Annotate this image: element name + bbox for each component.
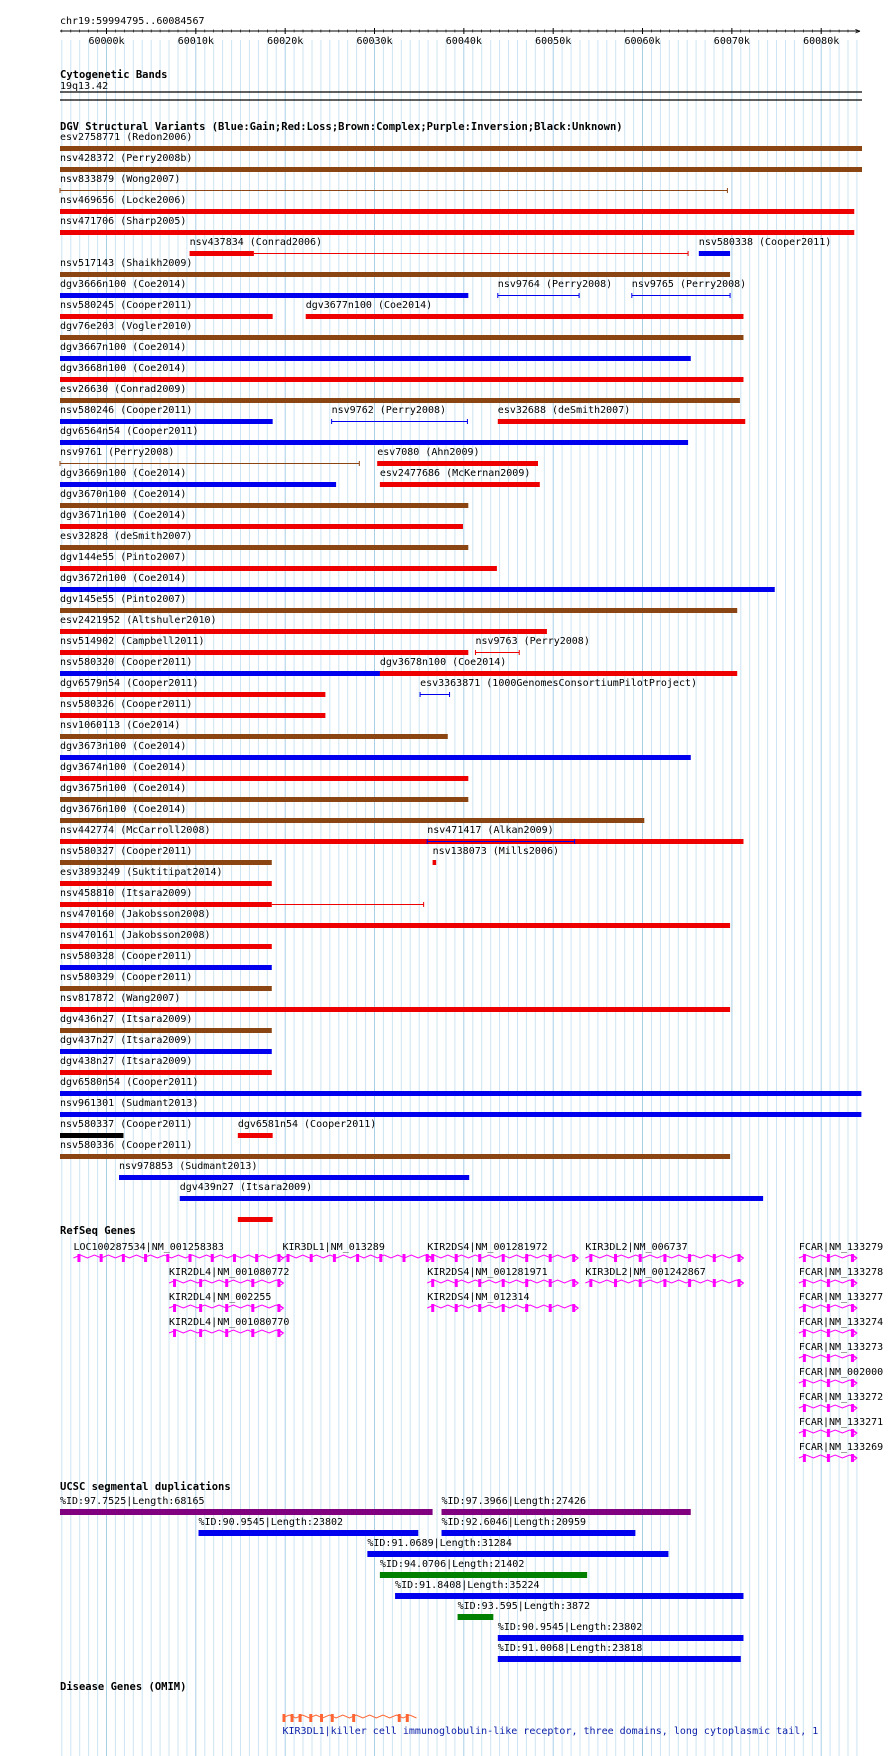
refseq-exon (803, 1404, 806, 1412)
refseq-exon (827, 1304, 830, 1312)
refseq-gene-label: FCAR|NM_133277 (798, 1292, 884, 1303)
dgv-variant-label: dgv436n27 (Itsara2009) (60, 1014, 193, 1025)
refseq-gene-label: KIR2DS4|NM_001281971 (427, 1267, 548, 1278)
refseq-gene-label: FCAR|NM_133272 (798, 1392, 884, 1403)
dgv-variant-label: dgv3671n100 (Coe2014) (60, 510, 187, 521)
refseq-exon (688, 1279, 691, 1287)
dgv-variant-label: dgv3673n100 (Coe2014) (60, 741, 187, 752)
omim-gene-exon (352, 1714, 355, 1722)
dgv-variant-label: esv26630 (Conrad2009) (60, 384, 187, 395)
dgv-variant-bar (498, 419, 745, 424)
omim-gene-exon (309, 1714, 312, 1722)
refseq-exon (455, 1304, 458, 1312)
omim-gene-exon (398, 1714, 401, 1722)
dgv-variant-label: nsv138073 (Mills2006) (432, 846, 560, 857)
segdup-label: %ID:91.8408|Length:35224 (395, 1580, 540, 1591)
refseq-exon (827, 1254, 830, 1262)
dgv-variant-bar (60, 419, 273, 424)
refseq-exon (122, 1254, 125, 1262)
refseq-exon (77, 1254, 80, 1262)
dgv-variant-label: dgv6580n54 (Cooper2011) (60, 1077, 199, 1088)
refseq-exon (827, 1454, 830, 1462)
dgv-variant-bar (60, 1007, 730, 1012)
dgv-variant-bar (60, 860, 272, 865)
dgv-variant-bar (60, 1028, 272, 1033)
dgv-variant-label: dgv6579n54 (Cooper2011) (60, 678, 199, 689)
refseq-exon (478, 1304, 481, 1312)
dgv-variant-label: dgv3667n100 (Coe2014) (60, 342, 187, 353)
refseq-exon (827, 1354, 830, 1362)
dgv-variant-bar (380, 482, 540, 487)
segdup-label: %ID:91.0689|Length:31284 (367, 1538, 512, 1549)
refseq-exon (455, 1279, 458, 1287)
omim-gene-exon (299, 1714, 302, 1722)
dgv-variant-label: esv3363871 (1000GenomesConsortiumPilotProject) (420, 678, 698, 689)
refseq-gene-label: FCAR|NM_133278 (798, 1267, 884, 1278)
dgv-variant-bar (60, 167, 862, 172)
refseq-exon (827, 1404, 830, 1412)
dgv-variant-label: dgv3677n100 (Coe2014) (305, 300, 433, 311)
refseq-exon (803, 1379, 806, 1387)
dgv-variant-label: dgv3675n100 (Coe2014) (60, 783, 187, 794)
dgv-variant-label: dgv6581n54 (Cooper2011) (237, 1119, 377, 1130)
region-label: chr19:59994795..60084567 (60, 16, 205, 27)
refseq-track-title: RefSeq Genes (60, 1225, 136, 1237)
ruler-tick-label: 60050k (535, 36, 572, 47)
dgv-variant-label: nsv470160 (Jakobsson2008) (60, 909, 211, 920)
dgv-variant-bar (380, 671, 737, 676)
dgv-variant-bar (60, 902, 272, 907)
dgv-variant-label: dgv145e55 (Pinto2007) (60, 594, 187, 605)
dgv-variant-bar (433, 860, 437, 865)
refseq-exon (803, 1329, 806, 1337)
refseq-exon (251, 1304, 254, 1312)
dgv-variant-label: nsv9763 (Perry2008) (475, 636, 590, 647)
refseq-gene-label: KIR2DS4|NM_001281972 (427, 1242, 548, 1253)
dgv-variant-bar (60, 146, 862, 151)
dgv-variant-bar (60, 629, 547, 634)
refseq-exon (233, 1254, 236, 1262)
dgv-variant-bar (60, 377, 743, 382)
refseq-track (73, 1242, 883, 1462)
ruler-tick-label: 60070k (713, 36, 750, 47)
refseq-gene-label: KIR2DL4|NM_002255 (169, 1292, 272, 1303)
cytoband-label: 19q13.42 (60, 81, 109, 92)
segdup-label: %ID:91.0068|Length:23818 (497, 1643, 643, 1654)
dgv-variant-label: dgv76e203 (Vogler2010) (60, 321, 193, 332)
refseq-exon (614, 1279, 617, 1287)
dgv-variant-label: nsv580327 (Cooper2011) (60, 846, 193, 857)
dgv-variant-bar (60, 398, 740, 403)
segdup-label: %ID:94.0706|Length:21402 (379, 1559, 525, 1570)
refseq-exon (803, 1429, 806, 1437)
dgv-variant-bar (60, 818, 644, 823)
refseq-exon (614, 1254, 617, 1262)
refseq-exon (255, 1254, 258, 1262)
refseq-gene-label: KIR3DL2|NM_006737 (585, 1242, 688, 1253)
ruler-tick-label: 60030k (356, 36, 393, 47)
omim-gene-exon (291, 1714, 294, 1722)
segdup-bar (199, 1530, 419, 1536)
refseq-exon (803, 1454, 806, 1462)
dgv-variant-bar (60, 923, 730, 928)
refseq-exon (431, 1304, 434, 1312)
refseq-exon (225, 1329, 228, 1337)
refseq-exon (199, 1279, 202, 1287)
dgv-variant-label: dgv3668n100 (Coe2014) (60, 363, 187, 374)
dgv-variant-bar (60, 839, 743, 844)
omim-gene-exon (320, 1714, 323, 1722)
refseq-gene-label: FCAR|NM_133273 (798, 1342, 884, 1353)
segdup-label: %ID:92.6046|Length:20959 (441, 1517, 587, 1528)
ruler-tick-label: 60010k (177, 36, 214, 47)
dgv-variant-label: nsv428372 (Perry2008b) (60, 153, 193, 164)
refseq-exon (333, 1254, 336, 1262)
refseq-exon (639, 1254, 642, 1262)
refseq-exon (199, 1304, 202, 1312)
dgv-variant-bar (60, 1133, 123, 1138)
dgv-variant-bar (60, 608, 737, 613)
refseq-exon (827, 1279, 830, 1287)
segdup-label: %ID:97.7525|Length:68165 (60, 1496, 205, 1507)
dgv-variant-bar (60, 587, 775, 592)
segdup-bar (442, 1509, 691, 1515)
dgv-variant-label: dgv6564n54 (Cooper2011) (60, 426, 199, 437)
refseq-gene-label: FCAR|NM_002000 (798, 1367, 884, 1378)
dgv-variant-bar (119, 1175, 469, 1180)
dgv-variant-label: nsv9762 (Perry2008) (331, 405, 447, 416)
dgv-variant-label: nsv978853 (Sudmant2013) (119, 1161, 258, 1172)
dgv-variant-bar (190, 251, 254, 256)
dgv-variant-label: nsv580328 (Cooper2011) (60, 951, 193, 962)
refseq-exon (502, 1254, 505, 1262)
refseq-exon (356, 1254, 359, 1262)
dgv-variant-label: nsv9764 (Perry2008) (497, 279, 613, 290)
refseq-exon (803, 1304, 806, 1312)
refseq-exon (173, 1304, 176, 1312)
omim-gene-exon (282, 1714, 285, 1722)
dgv-variant-bar (60, 713, 325, 718)
dgv-variant-bar (60, 209, 854, 214)
segdup-track-title: UCSC segmental duplications (60, 1481, 231, 1493)
segdup-bar (395, 1593, 743, 1599)
refseq-exon (525, 1304, 528, 1312)
dgv-variant-bar (60, 965, 272, 970)
omim-track (282, 1714, 818, 1737)
dgv-variant-bar (60, 503, 468, 508)
dgv-variant-label: dgv3669n100 (Coe2014) (60, 468, 187, 479)
refseq-exon (166, 1254, 169, 1262)
dgv-variant-bar (60, 755, 691, 760)
ruler-tick-label: 60060k (624, 36, 661, 47)
omim-track-title: Disease Genes (OMIM) (60, 1681, 187, 1693)
refseq-exon (173, 1279, 176, 1287)
refseq-exon (803, 1279, 806, 1287)
refseq-exon (549, 1279, 552, 1287)
dgv-variant-label: nsv580320 (Cooper2011) (60, 657, 193, 668)
refseq-gene-label: KIR3DL2|NM_001242867 (585, 1267, 706, 1278)
dgv-variant-bar (60, 692, 325, 697)
dgv-variant-label: nsv580326 (Cooper2011) (60, 699, 193, 710)
dgv-track-title: DGV Structural Variants (Blue:Gain;Red:Loss;Brown:Complex;Purple:Inversion;Black:Unknown) (60, 121, 623, 133)
refseq-exon (478, 1279, 481, 1287)
refseq-exon (803, 1354, 806, 1362)
dgv-variant-bar (699, 251, 730, 256)
refseq-exon (639, 1279, 642, 1287)
segdup-bar (367, 1551, 668, 1557)
dgv-variant-bar (60, 1049, 272, 1054)
dgv-variant-label: nsv580246 (Cooper2011) (60, 405, 193, 416)
ruler-arrow-right-icon: > (855, 27, 861, 37)
ruler-tick-label: 60040k (445, 36, 482, 47)
dgv-variant-label: nsv471706 (Sharp2005) (60, 216, 187, 227)
dgv-variant-label: esv2421952 (Altshuler2010) (60, 615, 217, 626)
refseq-gene-label: KIR2DL4|NM_001080770 (169, 1317, 290, 1328)
refseq-gene-label: FCAR|NM_133274 (798, 1317, 884, 1328)
refseq-exon (525, 1254, 528, 1262)
dgv-variant-bar (60, 482, 336, 487)
refseq-gene-label: KIR3DL1|NM_013289 (282, 1242, 385, 1253)
refseq-exon (100, 1254, 103, 1262)
dgv-variant-bar (180, 1196, 763, 1201)
dgv-variant-label: dgv3676n100 (Coe2014) (60, 804, 187, 815)
ruler-tick-label: 60000k (88, 36, 125, 47)
segdup-bar (442, 1530, 636, 1536)
dgv-variant-bar (60, 272, 730, 277)
refseq-exon (827, 1429, 830, 1437)
dgv-variant-label: dgv3670n100 (Coe2014) (60, 489, 187, 500)
dgv-variant-label: esv7080 (Ahn2009) (377, 447, 480, 458)
omim-gene-exon (331, 1714, 334, 1722)
dgv-variant-label: nsv9765 (Perry2008) (631, 279, 747, 290)
dgv-variant-bar (60, 1112, 861, 1117)
segdup-bar (498, 1635, 744, 1641)
dgv-variant-label: nsv580245 (Cooper2011) (60, 300, 193, 311)
dgv-variant-label: dgv439n27 (Itsara2009) (179, 1182, 313, 1193)
dgv-variant-label: esv32688 (deSmith2007) (497, 405, 631, 416)
refseq-exon (589, 1279, 592, 1287)
dgv-variant-label: dgv3678n100 (Coe2014) (379, 657, 507, 668)
dgv-variant-label: nsv580338 (Cooper2011) (698, 237, 832, 248)
refseq-exon (455, 1254, 458, 1262)
segdup-label: %ID:90.9545|Length:23802 (198, 1517, 344, 1528)
refseq-exon (525, 1279, 528, 1287)
refseq-exon (589, 1254, 592, 1262)
refseq-exon (286, 1254, 289, 1262)
refseq-exon (827, 1329, 830, 1337)
dgv-variant-label: nsv1060113 (Coe2014) (60, 720, 181, 731)
dgv-variant-bar (60, 566, 497, 571)
dgv-variant-label: dgv438n27 (Itsara2009) (60, 1056, 193, 1067)
dgv-variant-bar (60, 881, 272, 886)
segdup-bar (60, 1509, 433, 1515)
dgv-variant-bar (60, 1154, 730, 1159)
dgv-variant-label: dgv3674n100 (Coe2014) (60, 762, 187, 773)
dgv-variant-label: nsv437834 (Conrad2006) (189, 237, 323, 248)
dgv-variant-label: nsv517143 (Shaikh2009) (60, 258, 193, 269)
dgv-variant-bar (60, 524, 463, 529)
refseq-exon (549, 1304, 552, 1312)
dgv-variant-label: nsv580337 (Cooper2011) (60, 1119, 193, 1130)
refseq-exon (173, 1329, 176, 1337)
refseq-exon (827, 1379, 830, 1387)
refseq-exon (502, 1304, 505, 1312)
refseq-gene-label: FCAR|NM_133269 (798, 1442, 884, 1453)
refseq-exon (478, 1254, 481, 1262)
dgv-variant-bar (306, 314, 744, 319)
dgv-variant-bar (238, 1217, 273, 1222)
dgv-variant-label: esv2758771 (Redon2006) (60, 132, 193, 143)
dgv-variant-bar (60, 440, 688, 445)
refseq-exon (502, 1279, 505, 1287)
ruler-tick-label: 60020k (267, 36, 304, 47)
dgv-variant-label: dgv3672n100 (Coe2014) (60, 573, 187, 584)
refseq-gene-label: FCAR|NM_133279 (798, 1242, 884, 1253)
dgv-variant-bar (60, 314, 273, 319)
refseq-gene-label: FCAR|NM_133271 (798, 1417, 884, 1428)
refseq-exon (663, 1254, 666, 1262)
refseq-exon (251, 1329, 254, 1337)
dgv-variant-label: nsv471417 (Alkan2009) (427, 825, 554, 836)
refseq-exon (688, 1254, 691, 1262)
refseq-exon (189, 1254, 192, 1262)
dgv-variant-label: dgv437n27 (Itsara2009) (60, 1035, 193, 1046)
dgv-variant-bar (60, 293, 468, 298)
refseq-exon (402, 1254, 405, 1262)
dgv-track (60, 132, 862, 1222)
refseq-exon (225, 1279, 228, 1287)
omim-gene-label: KIR3DL1|killer cell immunoglobulin-like receptor, three domains, long cytoplasmic tail, 1 (282, 1726, 819, 1737)
refseq-exon (310, 1254, 313, 1262)
refseq-exon (549, 1254, 552, 1262)
dgv-variant-bar (60, 1070, 272, 1075)
dgv-variant-label: nsv469656 (Locke2006) (60, 195, 187, 206)
dgv-variant-label: nsv961301 (Sudmant2013) (60, 1098, 199, 1109)
dgv-variant-bar (238, 1133, 273, 1138)
dgv-variant-label: esv32828 (deSmith2007) (60, 531, 193, 542)
refseq-exon (211, 1254, 214, 1262)
dgv-variant-label: nsv470161 (Jakobsson2008) (60, 930, 211, 941)
dgv-variant-label: nsv817872 (Wang2007) (60, 993, 181, 1004)
cytoband-track-title: Cytogenetic Bands (60, 69, 168, 81)
dgv-variant-label: nsv833879 (Wong2007) (60, 174, 181, 185)
dgv-variant-bar (60, 545, 468, 550)
dgv-variant-bar (60, 356, 691, 361)
segdup-bar (380, 1572, 587, 1578)
dgv-variant-bar (60, 650, 468, 655)
dgv-variant-bar (60, 986, 272, 991)
refseq-exon (251, 1279, 254, 1287)
refseq-gene-label: LOC100287534|NM_001258383 (73, 1242, 224, 1253)
dgv-variant-bar (60, 230, 854, 235)
dgv-variant-bar (60, 734, 448, 739)
segdup-label: %ID:97.3966|Length:27426 (441, 1496, 587, 1507)
dgv-variant-label: nsv580336 (Cooper2011) (60, 1140, 193, 1151)
refseq-gene-label: KIR2DS4|NM_012314 (427, 1292, 530, 1303)
dgv-variant-label: nsv442774 (McCarroll2008) (60, 825, 211, 836)
dgv-variant-bar (60, 335, 743, 340)
refseq-exon (225, 1304, 228, 1312)
dgv-variant-label: nsv9761 (Perry2008) (60, 447, 175, 458)
refseq-exon (663, 1279, 666, 1287)
segdup-label: %ID:93.595|Length:3872 (457, 1601, 591, 1612)
segdup-label: %ID:90.9545|Length:23802 (497, 1622, 643, 1633)
refseq-exon (803, 1254, 806, 1262)
refseq-exon (379, 1254, 382, 1262)
dgv-variant-bar (60, 1091, 861, 1096)
refseq-exon (713, 1254, 716, 1262)
dgv-variant-label: dgv144e55 (Pinto2007) (60, 552, 187, 563)
segdup-bar (458, 1614, 494, 1620)
dgv-variant-label: esv2477686 (McKernan2009) (379, 468, 531, 479)
dgv-variant-label: nsv580329 (Cooper2011) (60, 972, 193, 983)
refseq-exon (144, 1254, 147, 1262)
refseq-exon (713, 1279, 716, 1287)
dgv-variant-bar (60, 776, 468, 781)
refseq-exon (431, 1254, 434, 1262)
omim-gene-exon (406, 1714, 409, 1722)
dgv-variant-label: esv3893249 (Suktitipat2014) (60, 867, 223, 878)
ruler-tick-label: 60080k (803, 36, 840, 47)
segdup-bar (498, 1656, 741, 1662)
refseq-gene-label: KIR2DL4|NM_001080772 (169, 1267, 290, 1278)
dgv-variant-label: nsv458810 (Itsara2009) (60, 888, 193, 899)
dgv-variant-label: nsv514902 (Campbell2011) (60, 636, 205, 647)
dgv-variant-label: dgv3666n100 (Coe2014) (60, 279, 187, 290)
refseq-exon (199, 1329, 202, 1337)
dgv-variant-bar (60, 797, 468, 802)
refseq-exon (431, 1279, 434, 1287)
dgv-variant-bar (60, 944, 272, 949)
dgv-variant-bar (377, 461, 538, 466)
